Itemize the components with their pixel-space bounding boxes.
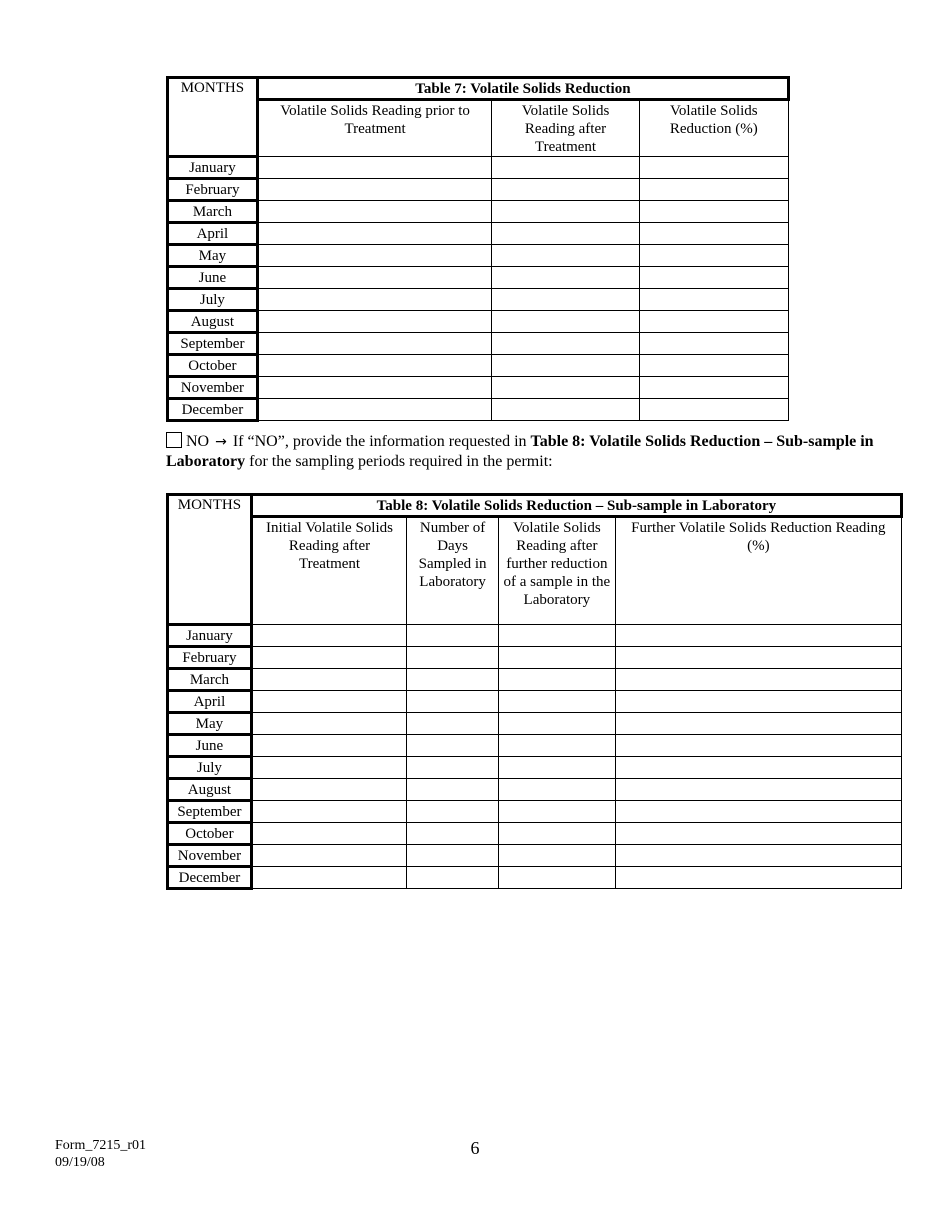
month-label: May bbox=[168, 245, 258, 267]
input-cell[interactable] bbox=[615, 669, 901, 691]
month-label: August bbox=[168, 311, 258, 333]
month-label: November bbox=[168, 377, 258, 399]
input-cell[interactable] bbox=[492, 289, 639, 311]
input-cell[interactable] bbox=[492, 333, 639, 355]
column-header: Number of Days Sampled in Laboratory bbox=[407, 517, 499, 625]
input-cell[interactable] bbox=[257, 289, 492, 311]
input-cell[interactable] bbox=[251, 625, 406, 647]
input-cell[interactable] bbox=[407, 801, 499, 823]
input-cell[interactable] bbox=[639, 355, 788, 377]
month-label: April bbox=[168, 223, 258, 245]
input-cell[interactable] bbox=[257, 333, 492, 355]
month-label: September bbox=[168, 333, 258, 355]
input-cell[interactable] bbox=[615, 757, 901, 779]
table-7-title: Table 7: Volatile Solids Reduction bbox=[257, 78, 788, 100]
input-cell[interactable] bbox=[499, 647, 616, 669]
input-cell[interactable] bbox=[257, 311, 492, 333]
input-cell[interactable] bbox=[615, 625, 901, 647]
input-cell[interactable] bbox=[639, 289, 788, 311]
input-cell[interactable] bbox=[492, 355, 639, 377]
input-cell[interactable] bbox=[615, 647, 901, 669]
column-header: Further Volatile Solids Reduction Reading (%) bbox=[615, 517, 901, 625]
input-cell[interactable] bbox=[251, 735, 406, 757]
column-header: Volatile Solids Reduction (%) bbox=[639, 100, 788, 157]
input-cell[interactable] bbox=[251, 757, 406, 779]
input-cell[interactable] bbox=[407, 691, 499, 713]
input-cell[interactable] bbox=[499, 867, 616, 889]
month-label: October bbox=[168, 355, 258, 377]
input-cell[interactable] bbox=[257, 157, 492, 179]
input-cell[interactable] bbox=[257, 223, 492, 245]
input-cell[interactable] bbox=[639, 267, 788, 289]
table-row bbox=[168, 399, 789, 421]
month-label: March bbox=[168, 201, 258, 223]
input-cell[interactable] bbox=[251, 845, 406, 867]
input-cell[interactable] bbox=[407, 845, 499, 867]
month-label: May bbox=[168, 713, 252, 735]
input-cell[interactable] bbox=[257, 377, 492, 399]
table-row bbox=[168, 823, 902, 845]
input-cell[interactable] bbox=[499, 691, 616, 713]
input-cell[interactable] bbox=[492, 399, 639, 421]
input-cell[interactable] bbox=[407, 757, 499, 779]
input-cell[interactable] bbox=[639, 201, 788, 223]
input-cell[interactable] bbox=[251, 669, 406, 691]
input-cell[interactable] bbox=[257, 399, 492, 421]
input-cell[interactable] bbox=[251, 801, 406, 823]
table-row bbox=[168, 311, 789, 333]
table-row bbox=[168, 289, 789, 311]
table-row bbox=[168, 201, 789, 223]
input-cell[interactable] bbox=[407, 823, 499, 845]
form-date: 09/19/08 bbox=[55, 1155, 105, 1170]
input-cell[interactable] bbox=[251, 691, 406, 713]
input-cell[interactable] bbox=[499, 823, 616, 845]
months-header: MONTHS bbox=[168, 495, 252, 625]
arrow-right-icon: → bbox=[215, 434, 227, 450]
input-cell[interactable] bbox=[639, 179, 788, 201]
input-cell[interactable] bbox=[499, 735, 616, 757]
month-label: February bbox=[168, 179, 258, 201]
table-row bbox=[168, 179, 789, 201]
no-checkbox[interactable] bbox=[166, 432, 182, 448]
no-label: NO bbox=[186, 433, 210, 450]
month-label: August bbox=[168, 779, 252, 801]
input-cell[interactable] bbox=[492, 245, 639, 267]
input-cell[interactable] bbox=[615, 691, 901, 713]
input-cell[interactable] bbox=[257, 267, 492, 289]
input-cell[interactable] bbox=[492, 267, 639, 289]
table-row bbox=[168, 157, 789, 179]
input-cell[interactable] bbox=[639, 333, 788, 355]
input-cell[interactable] bbox=[257, 245, 492, 267]
table-row bbox=[168, 669, 902, 691]
input-cell[interactable] bbox=[492, 157, 639, 179]
input-cell[interactable] bbox=[615, 867, 901, 889]
month-label: June bbox=[168, 267, 258, 289]
column-header: Volatile Solids Reading after Treatment bbox=[492, 100, 639, 157]
month-label: October bbox=[168, 823, 252, 845]
input-cell[interactable] bbox=[499, 845, 616, 867]
form-id: Form_7215_r01 bbox=[55, 1138, 146, 1153]
month-label: July bbox=[168, 757, 252, 779]
table-7-volatile-solids-reduction bbox=[166, 76, 790, 422]
input-cell[interactable] bbox=[615, 845, 901, 867]
input-cell[interactable] bbox=[615, 801, 901, 823]
table-row bbox=[168, 333, 789, 355]
input-cell[interactable] bbox=[407, 625, 499, 647]
table-row bbox=[168, 713, 902, 735]
month-label: June bbox=[168, 735, 252, 757]
input-cell[interactable] bbox=[251, 867, 406, 889]
input-cell[interactable] bbox=[407, 713, 499, 735]
table-row bbox=[168, 779, 902, 801]
table-row bbox=[168, 691, 902, 713]
table-row bbox=[168, 377, 789, 399]
month-label: December bbox=[168, 867, 252, 889]
input-cell[interactable] bbox=[407, 779, 499, 801]
month-label: March bbox=[168, 669, 252, 691]
input-cell[interactable] bbox=[499, 757, 616, 779]
month-label: February bbox=[168, 647, 252, 669]
column-header: Initial Volatile Solids Reading after Treatment bbox=[251, 517, 406, 625]
input-cell[interactable] bbox=[639, 157, 788, 179]
input-cell[interactable] bbox=[407, 647, 499, 669]
table-row bbox=[168, 757, 902, 779]
table-row bbox=[168, 801, 902, 823]
column-header: Volatile Solids Reading prior to Treatment bbox=[257, 100, 492, 157]
input-cell[interactable] bbox=[251, 713, 406, 735]
table-row bbox=[168, 625, 902, 647]
column-header: Volatile Solids Reading after further reduction of a sample in the Laboratory bbox=[499, 517, 616, 625]
input-cell[interactable] bbox=[615, 823, 901, 845]
instruction-text-end: for the sampling periods required in the permit: bbox=[249, 453, 553, 470]
input-cell[interactable] bbox=[407, 735, 499, 757]
input-cell[interactable] bbox=[639, 399, 788, 421]
instruction-text: If “NO”, provide the information requested in bbox=[232, 433, 527, 450]
input-cell[interactable] bbox=[492, 201, 639, 223]
input-cell[interactable] bbox=[639, 377, 788, 399]
input-cell[interactable] bbox=[499, 713, 616, 735]
input-cell[interactable] bbox=[492, 179, 639, 201]
month-label: July bbox=[168, 289, 258, 311]
input-cell[interactable] bbox=[251, 647, 406, 669]
instruction-table-reference: Table 8: Volatile Solids Reduction – Sub-sample in Laboratory bbox=[166, 433, 874, 470]
input-cell[interactable] bbox=[499, 625, 616, 647]
table-row bbox=[168, 735, 902, 757]
input-cell[interactable] bbox=[257, 355, 492, 377]
input-cell[interactable] bbox=[257, 201, 492, 223]
table-row bbox=[168, 267, 789, 289]
no-option-instruction bbox=[166, 432, 886, 472]
table-8-volatile-solids-sub-sample bbox=[166, 493, 903, 890]
month-label: December bbox=[168, 399, 258, 421]
input-cell[interactable] bbox=[492, 311, 639, 333]
input-cell[interactable] bbox=[639, 311, 788, 333]
input-cell[interactable] bbox=[615, 779, 901, 801]
input-cell[interactable] bbox=[499, 669, 616, 691]
input-cell[interactable] bbox=[639, 223, 788, 245]
table-row bbox=[168, 867, 902, 889]
table-row bbox=[168, 647, 902, 669]
input-cell[interactable] bbox=[615, 713, 901, 735]
month-label: November bbox=[168, 845, 252, 867]
month-label: January bbox=[168, 157, 258, 179]
input-cell[interactable] bbox=[615, 735, 901, 757]
month-label: January bbox=[168, 625, 252, 647]
input-cell[interactable] bbox=[407, 669, 499, 691]
table-row bbox=[168, 223, 789, 245]
table-row bbox=[168, 845, 902, 867]
input-cell[interactable] bbox=[407, 867, 499, 889]
input-cell[interactable] bbox=[499, 801, 616, 823]
input-cell[interactable] bbox=[492, 223, 639, 245]
month-label: September bbox=[168, 801, 252, 823]
input-cell[interactable] bbox=[251, 779, 406, 801]
table-row bbox=[168, 245, 789, 267]
input-cell[interactable] bbox=[639, 245, 788, 267]
input-cell[interactable] bbox=[251, 823, 406, 845]
table-row bbox=[168, 355, 789, 377]
months-header: MONTHS bbox=[168, 78, 258, 157]
month-label: April bbox=[168, 691, 252, 713]
input-cell[interactable] bbox=[492, 377, 639, 399]
input-cell[interactable] bbox=[499, 779, 616, 801]
input-cell[interactable] bbox=[257, 179, 492, 201]
table-8-title: Table 8: Volatile Solids Reduction – Sub-sample in Laboratory bbox=[251, 495, 901, 517]
page-number: 6 bbox=[470, 1138, 480, 1158]
